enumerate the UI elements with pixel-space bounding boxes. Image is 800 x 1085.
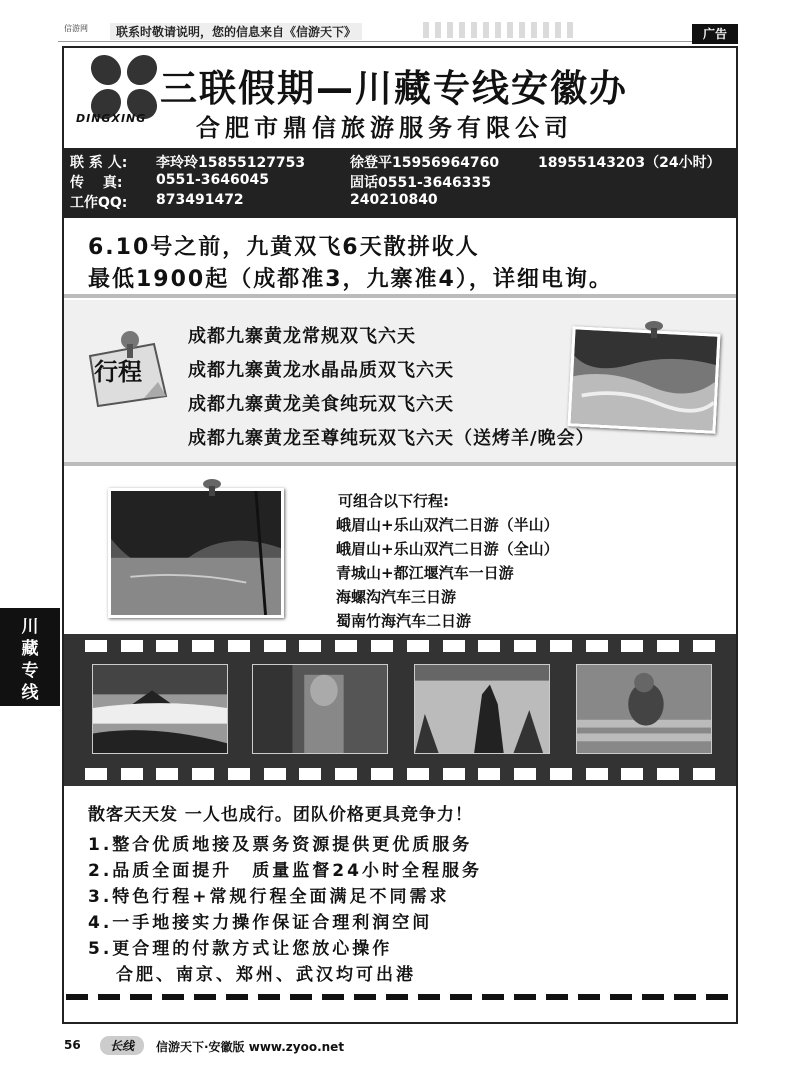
monkey-photo: [576, 664, 712, 754]
itinerary-section: [64, 300, 736, 466]
top-notice-bar: [58, 20, 738, 42]
ad-label: 广告: [692, 24, 738, 44]
features-section: [64, 796, 736, 996]
side-tab-char: 线: [21, 683, 39, 703]
magazine-credit: 信游天下·安徽版 www.zyoo.net: [156, 1040, 345, 1054]
film-holes-bottom: [64, 768, 736, 784]
departure-ports: 合肥、南京、郑州、武汉均可出港: [116, 965, 416, 985]
itinerary-item: 成都九寨黄龙至尊纯玩双飞六天（送烤羊/晚会）: [188, 428, 595, 449]
pushpin-icon: [202, 478, 222, 502]
combo-tour: 峨眉山+乐山双汽二日游（半山）: [336, 516, 559, 534]
page-title: 三联假期—川藏专线安徽办: [160, 67, 628, 110]
photo-filmstrip: [64, 634, 736, 786]
itinerary-item: 成都九寨黄龙常规双飞六天: [188, 326, 416, 347]
side-tab-char: 专: [21, 661, 39, 681]
leshan-buddha-photo: [252, 664, 388, 754]
offer-line-1: 6.10号之前，九黄双飞6天散拼收人: [88, 235, 480, 260]
mini-logo: 信游网: [64, 24, 88, 33]
contact-block: [64, 148, 736, 218]
section-side-tab: [0, 608, 60, 706]
feature-point: 4.一手地接实力操作保证合理利润空间: [88, 913, 433, 933]
fax-number: 0551-3646045: [156, 172, 269, 188]
mountain-peaks-photo: [414, 664, 550, 754]
contact-notice: 联系时敬请说明，您的信息来自《信游天下》: [110, 23, 362, 40]
combo-tour: 海螺沟汽车三日游: [336, 588, 457, 606]
brand-logo-text: DINGXING: [76, 112, 147, 125]
qq-label: 工作QQ:: [70, 195, 128, 211]
checker-decoration: [423, 22, 573, 38]
dashed-divider: [66, 994, 734, 1000]
combo-tour: 青城山+都江堰汽车一日游: [336, 564, 514, 582]
people-label: 联 系 人:: [70, 155, 128, 171]
feature-point: 2.品质全面提升 质量监督24小时全程服务: [88, 861, 482, 881]
itinerary-stamp-label: 行程: [94, 358, 142, 386]
landline: 固话0551-3646335: [350, 175, 491, 191]
qq-2: 240210840: [350, 192, 438, 208]
itinerary-item: 成都九寨黄龙美食纯玩双飞六天: [188, 394, 454, 415]
page-number: 56: [64, 1038, 81, 1052]
qq-1: 873491472: [156, 192, 244, 208]
slogan: 散客天天发 一人也成行。团队价格更具竞争力！: [88, 805, 473, 825]
itinerary-item: 成都九寨黄龙水晶品质双飞六天: [188, 360, 454, 381]
combo-tour: 峨眉山+乐山双汽二日游（全山）: [336, 540, 559, 558]
person-1-phone: 李玲玲15855127753: [156, 155, 306, 171]
offer-line-2: 最低1900起（成都准3，九寨准4），详细电询。: [88, 267, 613, 292]
feature-point: 3.特色行程+常规行程全面满足不同需求: [88, 887, 450, 907]
emei-cloud-sea-photo: [92, 664, 228, 754]
combo-heading: 可组合以下行程:: [338, 492, 449, 510]
hotline: 18955143203（24小时）: [538, 155, 721, 171]
forest-lake-photo: [108, 488, 284, 618]
person-2-phone: 徐登平15956964760: [350, 155, 500, 171]
section-badge: 长线: [100, 1036, 144, 1055]
side-tab-char: 川: [21, 617, 39, 637]
feature-point: 1.整合优质地接及票务资源提供更优质服务: [88, 835, 473, 855]
pushpin-icon: [644, 320, 664, 344]
company-name: 合肥市鼎信旅游服务有限公司: [196, 114, 573, 142]
combo-section: [64, 470, 736, 630]
side-tab-char: 藏: [21, 639, 39, 659]
feature-point: 5.更合理的付款方式让您放心操作: [88, 939, 393, 959]
fax-label: 传 真:: [70, 175, 123, 191]
film-holes-top: [64, 640, 736, 656]
offer-section: [64, 222, 736, 298]
combo-tour: 蜀南竹海汽车二日游: [336, 612, 472, 630]
